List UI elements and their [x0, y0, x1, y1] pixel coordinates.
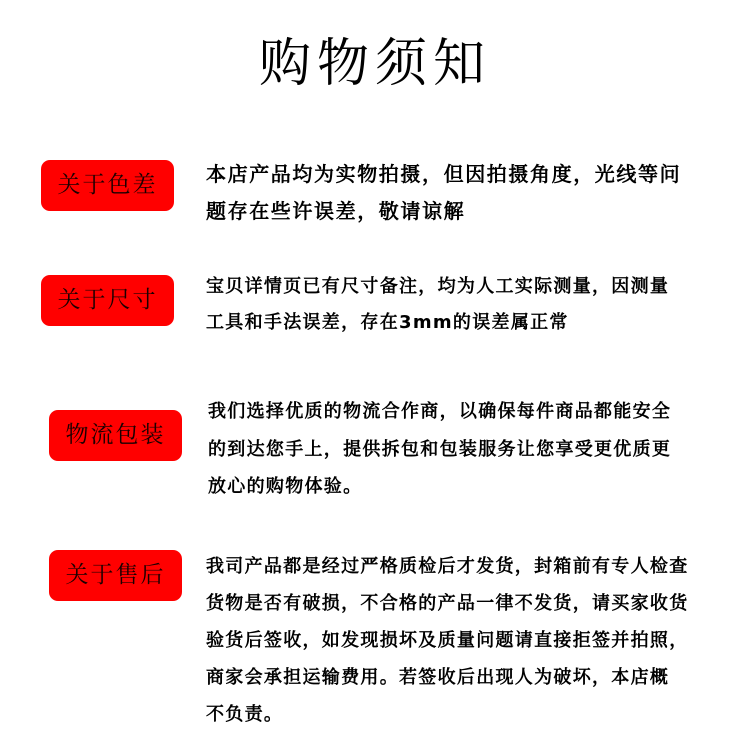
text-line: 我们选择优质的物流合作商，以确保每件商品都能安全	[208, 401, 672, 422]
text-line: 工具和手法误差，存在3mm的误差属正常	[206, 312, 569, 333]
page-title: 购物须知	[258, 34, 491, 94]
text-line: 验货后签收，如发现损坏及质量问题请直接拒签并拍照，	[206, 630, 689, 651]
section-logistics-text	[208, 393, 671, 506]
badge-after-sales: 关于售后	[49, 550, 182, 601]
text-line: 货物是否有破损，不合格的产品一律不发货，请买家收货	[206, 593, 689, 614]
text-line: 宝贝详情页已有尺寸备注，均为人工实际测量，因测量	[206, 276, 670, 297]
section-color-difference-text	[206, 156, 681, 230]
text-line: 本店产品均为实物拍摄，但因拍摄角度，光线等问	[206, 162, 682, 186]
badge-size: 关于尺寸	[41, 275, 174, 326]
text-line: 我司产品都是经过严格质检后才发货，封箱前有专人检查	[206, 556, 689, 577]
text-line: 的到达您手上，提供拆包和包装服务让您享受更优质更	[208, 438, 672, 460]
text-line: 商家会承担运输费用。若签收后出现人为破坏，本店概	[206, 667, 670, 688]
section-after-sales-text	[206, 548, 689, 733]
text-line: 不负责。	[206, 704, 284, 725]
text-line: 放心的购物体验。	[208, 476, 363, 497]
text-line: 题存在些许误差，敬请谅解	[206, 199, 466, 223]
section-size-text	[206, 269, 669, 341]
badge-color-difference: 关于色差	[41, 160, 174, 211]
badge-logistics-packaging: 物流包装	[49, 410, 182, 461]
